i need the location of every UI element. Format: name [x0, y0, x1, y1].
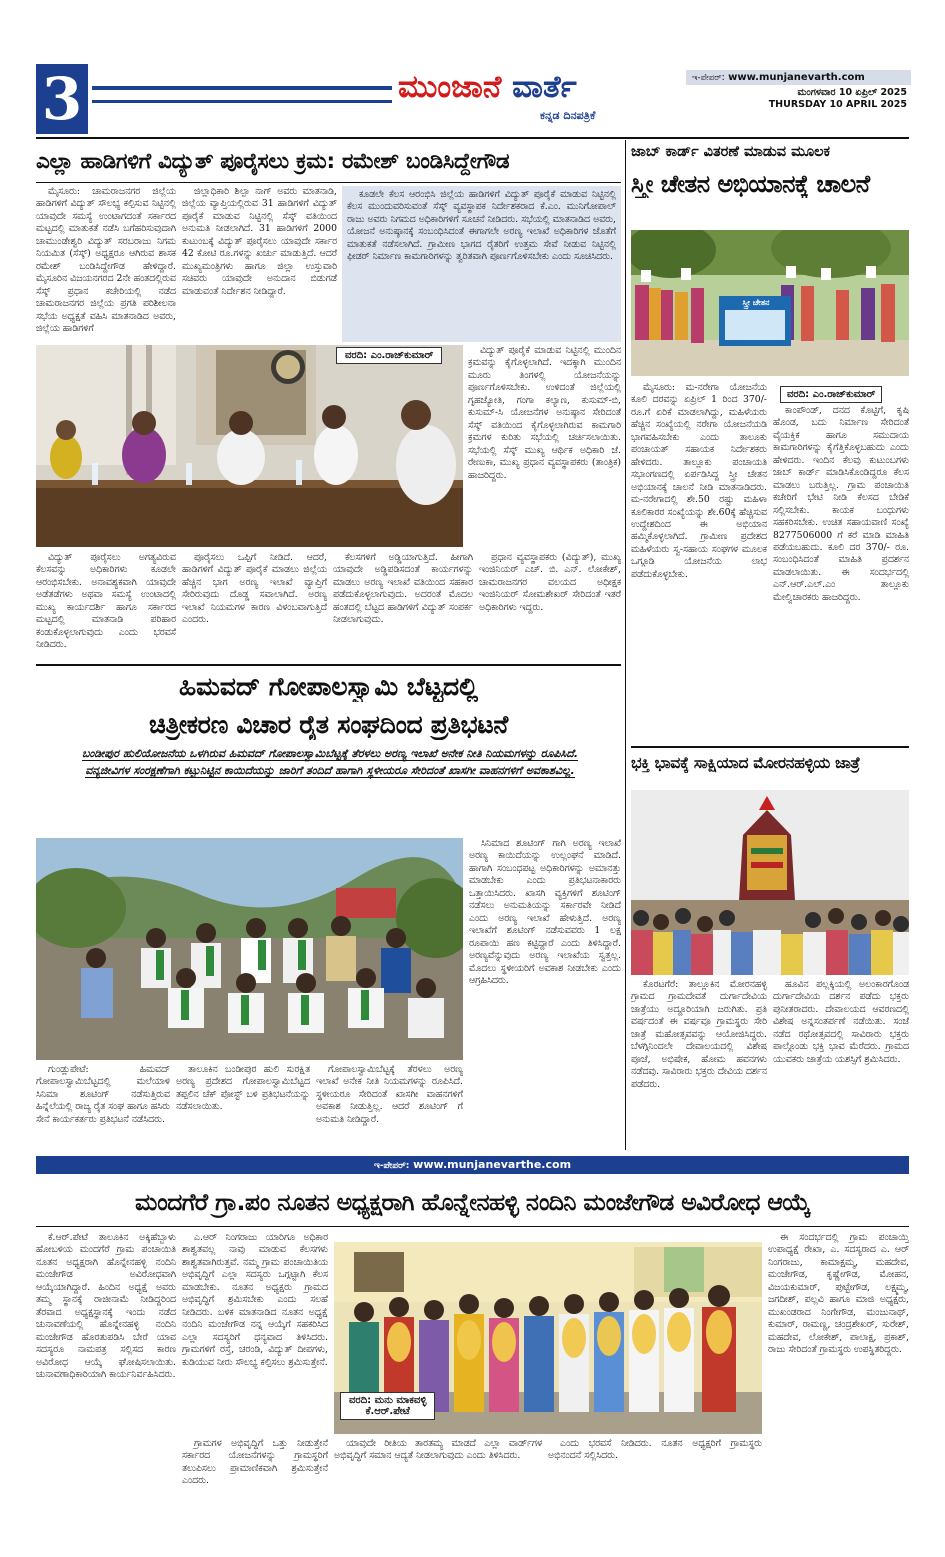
article5-col3: [768, 1232, 909, 1490]
article3-bottom3-text: ಗೋಪಾಲಸ್ವಾಮಿಬೆಟ್ಟಕ್ಕೆ ತೆರಳಲು ಅರಣ್ಯ ಇಲಾಖೆ ಅನೇಕ ನೀತಿ ನಿಯಮಗಳನ್ನು ರೂಪಿಸಿದೆ. ಸ್ಥಳೀಯರೂ ಸೇರಿದಂತೆ ಖಾಸಗೀ ವಾಹನಗಳಿಗೆ ಅವಕಾಶ ನೀಡುತ್ತಿಲ್ಲ. ಆದರೆ ಶೂಟಿಂಗ್ ಗೆ ಅನುಮತಿ ನೀಡಿದ್ದಾರೆ.: [316, 1064, 463, 1125]
article2-col1-text: ಮೈಸೂರು: ಮ-ನರೇಗಾ ಯೋಜನೆಯ ಕೂಲಿ ದರವನ್ನು ಏಪ್ರಿಲ್ 1 ರಿಂದ 370/- ರೂ.ಗೆ ಏರಿಕೆ ಮಾಡಲಾಗಿದ್ದು, ಮಹಿಳೆಯರು ಹೆಚ್ಚಿನ ಸಂಖ್ಯೆಯಲ್ಲಿ ನರೇಗಾ ಯೋಜನೆಯಡಿ ಭಾಗವಹಿಸಬೇಕು ಎಂದು ತಾಲೂಕು ಪಂಚಾಯತ್ ಸಹಾಯಕ ನಿರ್ದೇಶಕರು ಹೇಳಿದರು. ತಾಲ್ಲೂಕು ಪಂಚಾಯತಿ ಸಭಾಂಗಣದಲ್ಲಿ ಏರ್ಪಡಿಸಿದ್ದ ಸ್ತ್ರೀ ಚೇತನ ಅಭಿಯಾನಕ್ಕೆ ಚಾಲನೆ ನೀಡಿ ಮಾತನಾಡಿದರು. ಮ-ನರೇಗಾದಲ್ಲಿ ಶೇ.50 ರಷ್ಟು ಮಹಿಳಾ ಕೂಲಿಕಾರರ ಸಂಖ್ಯೆಯನ್ನು ಶೇ.60ಕ್ಕೆ ಹೆಚ್ಚಿಸುವ ಉದ್ದೇಶದಿಂದ ಈ ಅಭಿಯಾನ ಹಮ್ಮಿಕೊಳ್ಳಲಾಗಿದೆ. ಗ್ರಾಮೀಣ ಪ್ರದೇಶದ ಮಹಿಳೆಯರು ಸ್ವ-ಸಹಾಯ ಸಂಘಗಳ ಮೂಲಕ ಒಗ್ಗೂಡಿ ಯೋಜನೆಯ ಲಾಭ ಪಡೆದುಕೊಳ್ಳಬೇಕು.: [631, 382, 767, 580]
article2-kicker: ಜಾಬ್ ಕಾರ್ಡ್ ವಿತರಣೆ ಮಾಡುವ ಮೂಲಕ: [631, 144, 831, 160]
masthead-info: ಇ-ಪೇಪರ್: www.munjanevarth.com ಮಂಗಳವಾರ 10 ಏಪ್ರಿಲ್ 2025 THURSDAY 10 APRIL 2025: [686, 70, 911, 118]
date-kannada: ಮಂಗಳವಾರ 10 ಏಪ್ರಿಲ್ 2025: [797, 87, 907, 98]
article4-col1-text: ಕೊರಟಗೆರೆ: ತಾಲ್ಲೂಕಿನ ಮೋರನಹಳ್ಳಿ ಗ್ರಾಮದ ಗ್ರಾಮದೇವತೆ ದುರ್ಗಾದೇವಿಯ ಜಾತ್ರೆಯು ಅದ್ದೂರಿಯಾಗಿ ಜರುಗಿತು. ಪ್ರತಿ ವರ್ಷದಂತೆ ಈ ವರ್ಷವೂ ಗ್ರಾಮಸ್ಥರು ಸೇರಿ ಜಾತ್ರೆ ಮಹೋತ್ಸವವನ್ನು ಆಯೋಜಿಸಿದ್ದರು. ಬೆಳಗ್ಗಿನಿಂದಲೇ ದೇವಾಲಯದಲ್ಲಿ ವಿಶೇಷ ಪೂಜೆ, ಅಭಿಷೇಕ, ಹೋಮ ಹವನಗಳು ನಡೆದವು. ಸಾವಿರಾರು ಭಕ್ತರು ದೇವಿಯ ದರ್ಶನ ಪಡೆದರು.: [631, 979, 767, 1090]
website-link[interactable]: www.munjanevarth.com: [728, 72, 865, 83]
article2-photo-credit: ವರದಿ: ಎಂ.ರಾಜ್‌ಕುಮಾರ್: [780, 386, 882, 403]
masthead-rule-mid: [92, 100, 392, 103]
article5-photo: [334, 1242, 762, 1434]
article5-photo-credit-line2: ಕೆ.ಆರ್.ಪೇಟೆ: [365, 1406, 410, 1417]
article4-col1: [631, 979, 767, 1149]
article4-col2: [773, 979, 909, 1149]
masthead-tagline: ಕನ್ನಡ ದಿನಪತ್ರಿಕೆ: [540, 109, 596, 122]
meeting-photo-illustration: [36, 345, 463, 547]
article4-headline: ಭಕ್ತಿ ಭಾವಕ್ಕೆ ಸಾಕ್ಷಿಯಾದ ಮೋರನಹಳ್ಳಿಯ ಜಾತ್ರೆ: [631, 754, 860, 772]
festival-photo-illustration: [631, 790, 909, 975]
article3-headline-line2: ಚಿತ್ರೀಕರಣ ವಿಚಾರ ರೈತ ಸಂಘದಿಂದ ಪ್ರತಿಭಟನೆ: [149, 710, 508, 739]
article2-banner-text: ಸ್ತ್ರೀ ಚೇತನ: [742, 298, 770, 307]
epaper-strip-url[interactable]: www.munjanevarthe.com: [413, 1158, 572, 1171]
article1-bottom3: [333, 552, 473, 660]
article5-headline: ಮಂದಗೆರೆ ಗ್ರಾ.ಪಂ ನೂತನ ಅಧ್ಯಕ್ಷರಾಗಿ ಹೊನ್ನೇನಹಳ್ಳಿ ನಂದಿನಿ ಮಂಜೇಗೌಡ ಅವಿರೋಧ ಆಯ್ಕೆ: [134, 1188, 811, 1216]
article5-photo-credit-line1: ವರದಿ: ಮನು ಮಾಕವಳ್ಳಿ: [349, 1395, 427, 1406]
article5-col3-text: ಈ ಸಂದರ್ಭದಲ್ಲಿ ಗ್ರಾಮ ಪಂಚಾಯ್ತಿ ಉಪಾಧ್ಯಕ್ಷೆ ರೇಖಾ, ಎ. ಸದಸ್ಯರಾದ ಎ. ಆರ್ ನಿಂಗರಾಜು, ಕಾಮಾಕ್ಷಮ್ಮ, ಮಹದೇವ, ಮಂಜೇಗೌಡ, ಕೃಷ್ಣೇಗೌಡ, ಮೋಹನ, ವಿಜಯಕುಮಾರ್, ಪುಟ್ಟೇಗೌಡ, ಲಕ್ಷ್ಮಮ್ಮ, ಜಗದೀಶ್, ಪಲ್ಲವಿ ಹಾಗೂ ಮಾಜಿ ಅಧ್ಯಕ್ಷರು, ಮುಖಂಡರಾದ ನಿಂಗೇಗೌಡ, ಮಂಜುನಾಥ್, ಕುಮಾರ್, ರಾಮಣ್ಣ, ಚಂದ್ರಶೇಖರ್, ಸುರೇಶ್, ಮಹದೇವ, ಲೋಕೇಶ್, ಪಾಲಾಕ್ಷ, ಪ್ರಕಾಶ್, ರಾಜು ಸೇರಿದಂತೆ ಗ್ರಾಮಸ್ಥರು ಉಪಸ್ಥಿತರಿದ್ದರು.: [768, 1232, 909, 1356]
masthead-bottom-rule: [36, 137, 909, 139]
article5-headline-rule: [36, 1226, 909, 1227]
article3-photo: [36, 838, 463, 1060]
epaper-strip-label: ಇ-ಪೇಪರ್:: [373, 1161, 410, 1171]
article2-bottom-rule: [631, 746, 909, 748]
article3-bottom2: [176, 1064, 310, 1150]
article1-bottom2-text: ಪೂರೈಸಲು ಒಪ್ಪಿಗೆ ನೀಡಿದೆ. ಆದರೆ, ಹಾಡಿಗಳಿಗೆ ವಿದ್ಯುತ್ ಪೂರೈಕೆ ಮಾಡಲು ಜಿಲ್ಲೆಯ ಹೆಚ್ಚಿನ ಭಾಗ ಅರಣ್ಯ ಇಲಾಖೆ ವ್ಯಾಪ್ತಿಗೆ ಸೇರಿರುವುದು ದೊಡ್ಡ ಸವಾಲಾಗಿದೆ. ಅರಣ್ಯ ಇಲಾಖೆ ನಿಯಮಗಳ ಕಾರಣ ವಿಳಂಬವಾಗುತ್ತಿದೆ ಎಂದರು.: [182, 552, 327, 626]
article4-photo: [631, 790, 909, 975]
article1-bottom1-text: ವಿದ್ಯುತ್ ಪೂರೈಸಲು ಅಗತ್ಯವಿರುವ ಕೆಲಸವನ್ನು ಅಧಿಕಾರಿಗಳು ಕೂಡಲೇ ಆರಂಭಿಸಬೇಕು. ಅನಾವಶ್ಯಕವಾಗಿ ಯಾವುದೇ ಅಡೆತಡೆಗಳು ಅಥವಾ ಸಮಸ್ಯೆ ಉಂಟಾದಲ್ಲಿ ಮುಖ್ಯ ಕಾರ್ಯದರ್ಶಿ ಹಾಗೂ ಸರ್ಕಾರದ ಮಟ್ಟದಲ್ಲಿ ಮಾತನಾಡಿ ಪರಿಹಾರ ಕಂಡುಕೊಳ್ಳಲಾಗುವುದು ಎಂದು ಭರವಸೆ ನೀಡಿದರು.: [36, 552, 176, 651]
article1-col1-text: ಮೈಸೂರು: ಚಾಮರಾಜನಗರ ಜಿಲ್ಲೆಯ ಹಾಡಿಗಳಿಗೆ ವಿದ್ಯುತ್ ಸೌಲಭ್ಯ ಕಲ್ಪಿಸುವ ನಿಟ್ಟಿನಲ್ಲಿ ಯಾವುದೇ ಸಮಸ್ಯೆ ಉಂಟಾಗದಂತೆ ಸರ್ಕಾರದ ಮಟ್ಟದಲ್ಲಿ ಮಾತುಕತೆ ನಡೆಸಿ ಬಗೆಹರಿಸುವುದಾಗಿ ಚಾಮುಂಡೇಶ್ವರಿ ವಿದ್ಯುತ್ ಸರಬರಾಜು ನಿಗಮ ನಿಯಮಿತ (ಸೆಸ್ಕ್) ಅಧ್ಯಕ್ಷರೂ ಆಗಿರುವ ಶಾಸಕ ರಮೇಶ್ ಬಂಡಿಸಿದ್ದೇಗೌಡ ಹೇಳಿದ್ದಾರೆ. ಮೈಸೂರಿನ ವಿಜಯನಗರದ 2ನೇ ಹಂತದಲ್ಲಿರುವ ಸೆಸ್ಕ್ ಪ್ರಧಾನ ಕಚೇರಿಯಲ್ಲಿ ನಡೆದ ಚಾಮರಾಜನಗರ ಜಿಲ್ಲೆಯ ಪ್ರಗತಿ ಪರಿಶೀಲನಾ ಸಭೆಯ ಅಧ್ಯಕ್ಷತೆ ವಹಿಸಿ ಮಾತನಾಡಿದ ಅವರು, ಜಿಲ್ಲೆಯ ಹಾಡಿಗಳಿಗೆ: [36, 186, 176, 334]
article5-photo-credit: [340, 1392, 435, 1420]
vertical-divider: [625, 140, 626, 1150]
article5-col1: [36, 1232, 176, 1490]
article2-photo: [631, 230, 909, 376]
article2-headline: ಸ್ತ್ರೀ ಚೇತನ ಅಭಿಯಾನಕ್ಕೆ ಚಾಲನೆ: [631, 170, 870, 198]
article1-headline: ಎಲ್ಲಾ ಹಾಡಿಗಳಿಗೆ ವಿದ್ಯುತ್ ಪೂರೈಸಲು ಕ್ರಮ: ರಮೇಶ್ ಬಂಡಿಸಿದ್ದೇಗೌಡ: [36, 149, 510, 174]
epaper-label: ಇ-ಪೇಪರ್: [692, 73, 722, 83]
article5-col2-text: ಎ.ಆರ್ ನಿಂಗರಾಜು ಯಾರಿಗೂ ಅಧಿಕಾರ ಶಾಶ್ವತವಲ್ಲ ನಾವು ಮಾಡುವ ಕೆಲಸಗಳು ಶಾಶ್ವತವಾಗಿರುತ್ತವೆ. ನಮ್ಮ ಗ್ರಾಮ ಪಂಚಾಯಿತಿಯ ಅಭಿವೃದ್ಧಿಗೆ ಎಲ್ಲಾ ಸದಸ್ಯರು ಒಗ್ಗಟ್ಟಾಗಿ ಕೆಲಸ ಮಾಡಬೇಕು. ನೂತನ ಅಧ್ಯಕ್ಷರು ಗ್ರಾಮದ ಅಭಿವೃದ್ಧಿಗೆ ಶ್ರಮಿಸಬೇಕು ಎಂದು ಸಲಹೆ ನೀಡಿದರು. ಬಳಿಕ ಮಾತನಾಡಿದ ನೂತನ ಅಧ್ಯಕ್ಷೆ ನಂದಿನಿ ಮಂಜೇಗೌಡ ನನ್ನ ಆಯ್ಕೆಗೆ ಸಹಕರಿಸಿದ ಎಲ್ಲಾ ಸದಸ್ಯರಿಗೆ ಧನ್ಯವಾದ ತಿಳಿಸಿದರು. ಗ್ರಾಮಗಳಿಗೆ ರಸ್ತೆ, ಚರಂಡಿ, ವಿದ್ಯುತ್ ದೀಪಗಳು, ಕುಡಿಯುವ ನೀರು ಸೌಲಭ್ಯ ಕಲ್ಪಿಸಲು ಶ್ರಮಿಸುತ್ತೇನೆ.: [182, 1232, 328, 1368]
article1-headline-rule: [36, 182, 621, 183]
article5-col2: [182, 1232, 328, 1432]
article1-bottom2: [182, 552, 327, 660]
article1-col2-text: ಜಿಲ್ಲಾಧಿಕಾರಿ ಶಿಲ್ಪಾ ನಾಗ್ ಅವರು ಮಾತನಾಡಿ, ಜಿಲ್ಲೆಯ ವ್ಯಾಪ್ತಿಯಲ್ಲಿರುವ 31 ಹಾಡಿಗಳಿಗೆ ವಿದ್ಯುತ್ ಪೂರೈಕೆ ಮಾಡುವ ನಿಟ್ಟಿನಲ್ಲಿ ಸೆಸ್ಕ್ ವತಿಯಿಂದ ಅನುಮತಿ ನೀಡಲಾಗಿದೆ. 31 ಹಾಡಿಗಳಿಗೆ 2000 ಕುಟುಂಬಕ್ಕೆ ವಿದ್ಯುತ್ ಪೂರೈಸಲು ಯಾವುದೇ ಸರ್ಕಾರ 42 ಕೋಟಿ ರೂ.ಗಳನ್ನು ಖರ್ಚು ಮಾಡುತ್ತಿದೆ. ಆದರೆ ಮುಖ್ಯಮಂತ್ರಿಗಳು ಹಾಗೂ ಜಿಲ್ಲಾ ಉಸ್ತುವಾರಿ ಸಚಿವರು ಯಾವುದೇ ಅನುದಾನ ಬಿಡುಗಡೆ ಮಾಡುವಂತೆ ನಿರ್ದೇಶನ ನೀಡಿದ್ದಾರೆ.: [182, 186, 337, 297]
article3-bottom1-text: ಗುಂಡ್ಲುಪೇಟೆ: ಹಿಮವದ್ ಗೋಪಾಲಸ್ವಾಮಿಬೆಟ್ಟದಲ್ಲಿ ಮಲೆಯಾಳಿ ಸಿನಿಮಾ ಶೂಟಿಂಗ್ ನಡೆಸುತ್ತಿರುವ ಹಿನ್ನೆಲೆಯಲ್ಲಿ ರಾಜ್ಯ ರೈತ ಸಂಘ ಹಾಗೂ ಹಸಿರು ಸೇನೆ ಕಾರ್ಯಕರ್ತರು ಪ್ರತಿಭಟನೆ ನಡೆಸಿದರು.: [36, 1064, 170, 1125]
masthead-title: [398, 64, 673, 110]
article2-col2-text: ಕಾಂಪೌಂಡ್, ದನದ ಕೊಟ್ಟಿಗೆ, ಕೃಷಿ ಹೊಂಡ, ಬದು ನಿರ್ಮಾಣ ಸೇರಿದಂತೆ ವೈಯಕ್ತಿಕ ಹಾಗೂ ಸಮುದಾಯ ಕಾಮಗಾರಿಗಳನ್ನು ಕೈಗೆತ್ತಿಕೊಳ್ಳಬಹುದು ಎಂದು ಹೇಳಿದರು. ಇಂದಿನ ಕೆಲವು ಕುಟುಂಬಗಳು ಜಾಬ್ ಕಾರ್ಡ್ ಮಾಡಿಸಿಕೊಂಡಿದ್ದರೂ ಕೆಲಸ ಮಾಡಲು ಬರುತ್ತಿಲ್ಲ. ಗ್ರಾಮ ಪಂಚಾಯಿತಿ ಕಚೇರಿಗೆ ಭೇಟಿ ನೀಡಿ ಕೆಲಸದ ಬೇಡಿಕೆ ಸಲ್ಲಿಸಬೇಕು. ಕಾಯಕ ಬಂಧುಗಳು ಸಹಕರಿಸಬೇಕು. ಉಚಿತ ಸಹಾಯವಾಣಿ ಸಂಖ್ಯೆ 8277506000 ಗೆ ಕರೆ ಮಾಡಿ ಮಾಹಿತಿ ಪಡೆಯಬಹುದು. ಕೂಲಿ ದರ 370/- ರೂ. ಸಂಬಂಧಿಸಿದಂತೆ ಮಾಹಿತಿ ಪ್ರದರ್ಶನ ಮಾಡಲಾಯಿತು. ಈ ಸಂದರ್ಭದಲ್ಲಿ ಎನ್.ಆರ್.ಎಲ್.ಎಂ ತಾಲ್ಲೂಕು ಮೇಲ್ವಿಚಾರಕರು ಹಾಜರಿದ್ದರು.: [773, 405, 909, 603]
article1-bottom4-text: ಪ್ರಧಾನ ವ್ಯವಸ್ಥಾಪಕರು (ವಿದ್ಯುತ್), ಮುಖ್ಯ ಇಂಜಿನಿಯರ್ ಎಚ್. ಬಿ. ಎನ್. ಲೋಕೇಶ್, ಚಾಮರಾಜನಗರ ವಲಯದ ಅಧೀಕ್ಷಕ ಇಂಜಿನಿಯರ್ ಸೋಮಶೇಖರ್ ಸೇರಿದಂತೆ ಇತರೆ ಅಧಿಕಾರಿಗಳು ಇದ್ದರು.: [479, 552, 621, 613]
article5-bottom2-text: ಯಾವುದೇ ರೀತಿಯ ತಾರತಮ್ಯ ಮಾಡದೆ ಎಲ್ಲಾ ವಾರ್ಡ್‌ಗಳ ಅಭಿವೃದ್ಧಿಗೆ ಸಮಾನ ಆದ್ಯತೆ ನೀಡಲಾಗುವುದು ಎಂದು ತಿಳಿಸಿದರು.: [334, 1438, 542, 1462]
article3-right-col: [469, 838, 621, 1150]
masthead-rule-top: [92, 86, 392, 90]
article1-col1: [36, 186, 176, 341]
article1-photo: [36, 345, 463, 547]
article1-col2: [182, 186, 337, 341]
article2-col1: [631, 382, 767, 742]
article3-deck: [60, 746, 600, 820]
article5-bottom3: [548, 1438, 762, 1490]
article1-bottom1: [36, 552, 176, 660]
article4-col2-text: ಹೂವಿನ ಪಲ್ಲಕ್ಕಿಯಲ್ಲಿ ಅಲಂಕಾರಗೊಂಡ ದುರ್ಗಾದೇವಿಯ ದರ್ಶನ ಪಡೆದು ಭಕ್ತರು ಪುನೀತರಾದರು. ದೇವಾಲಯದ ಆವರಣದಲ್ಲಿ ವಿಶೇಷ ಅನ್ನಸಂತರ್ಪಣೆ ನಡೆಯಿತು. ಸಂಜೆ ನಡೆದ ರಥೋತ್ಸವದಲ್ಲಿ ಸಾವಿರಾರು ಭಕ್ತರು ಪಾಲ್ಗೊಂಡು ಭಕ್ತಿ ಭಾವ ಮೆರೆದರು. ಗ್ರಾಮದ ಯುವಕರು ಜಾತ್ರೆಯ ಯಶಸ್ಸಿಗೆ ಶ್ರಮಿಸಿದರು.: [773, 979, 909, 1065]
article1-bottom-rule: [36, 664, 621, 666]
article5-col1-text: ಕೆ.ಆರ್.ಪೇಟೆ ತಾಲೂಕಿನ ಅಕ್ಕಿಹೆಬ್ಬಾಳು ಹೋಬಳಿಯ ಮಂದಗೆರೆ ಗ್ರಾಮ ಪಂಚಾಯಿತಿ ನೂತನ ಅಧ್ಯಕ್ಷರಾಗಿ ಹೊನ್ನೇನಹಳ್ಳಿ ನಂದಿನಿ ಮಂಜೇಗೌಡ ಅವಿರೋಧವಾಗಿ ಆಯ್ಕೆಯಾಗಿದ್ದಾರೆ. ಹಿಂದಿನ ಅಧ್ಯಕ್ಷೆ ಅವರು ತಮ್ಮ ಸ್ಥಾನಕ್ಕೆ ರಾಜೀನಾಮೆ ನೀಡಿದ್ದರಿಂದ ತೆರವಾದ ಅಧ್ಯಕ್ಷಸ್ಥಾನಕ್ಕೆ ಇಂದು ನಡೆದ ಚುನಾವಣೆಯಲ್ಲಿ ಹೊನ್ನೇನಹಳ್ಳಿ ನಂದಿನಿ ಮಂಜೇಗೌಡ ಹೊರತುಪಡಿಸಿ ಬೇರೆ ಯಾವ ಸದಸ್ಯರೂ ನಾಮಪತ್ರ ಸಲ್ಲಿಸದ ಕಾರಣ ಅವಿರೋಧ ಆಯ್ಕೆ ಘೋಷಿಸಲಾಯಿತು. ಚುನಾವಣಾಧಿಕಾರಿಯಾಗಿ ಕಾರ್ಯನಿರ್ವಹಿಸಿದರು.: [36, 1232, 176, 1380]
article2-col2: [773, 405, 909, 742]
article1-bottom3-text: ಕೆಲಸಗಳಿಗೆ ಅಡ್ಡಿಯಾಗುತ್ತಿದೆ. ಹೀಗಾಗಿ ಯಾವುದೇ ಅಡ್ಡಿಪಡಿಸದಂತೆ ಕಾರ್ಯಗಳನ್ನು ಮಾಡಲು ಅರಣ್ಯ ಇಲಾಖೆ ವತಿಯಿಂದ ಸಹಕಾರ ಪಡೆದುಕೊಳ್ಳಲಾಗುವುದು. ಅದರಂತೆ ಮೊದಲ ಹಂತದಲ್ಲಿ ಬೆಟ್ಟದ ಹಾಡಿಗಳಿಗೆ ವಿದ್ಯುತ್ ಸಂಪರ್ಕ ನೀಡಲಾಗುವುದು.: [333, 552, 473, 626]
article5-bottom3-text: ಎಂದು ಭರವಸೆ ನೀಡಿದರು. ನೂತನ ಅಧ್ಯಕ್ಷರಿಗೆ ಗ್ರಾಮಸ್ಥರು ಅಭಿನಂದನೆ ಸಲ್ಲಿಸಿದರು.: [548, 1438, 762, 1462]
article1-col4-text: ವಿದ್ಯುತ್ ಪೂರೈಕೆ ಮಾಡುವ ನಿಟ್ಟಿನಲ್ಲಿ ಮುಂದಿನ ಕ್ರಮವನ್ನು ಕೈಗೊಳ್ಳಲಾಗಿದೆ. ಇದಕ್ಕಾಗಿ ಮುಂದಿನ ಮೂರು ತಿಂಗಳಲ್ಲಿ ಯೋಜನೆಯನ್ನು ಪೂರ್ಣಗೊಳಿಸಬೇಕು. ಉಳಿದಂತೆ ಜಿಲ್ಲೆಯಲ್ಲಿ ಗೃಹಜ್ಯೋತಿ, ಗಂಗಾ ಕಲ್ಯಾಣ, ಕುಸುಮ್-ಬಿ, ಕುಸುಮ್-ಸಿ ಯೋಜನೆಗಳ ಅನುಷ್ಠಾನ ಸೇರಿದಂತೆ ಸೆಸ್ಕ್ ವತಿಯಿಂದ ಕೈಗೊಳ್ಳಲಾಗಿರುವ ಕಾಮಗಾರಿ ಕ್ರಮಗಳ ಕುರಿತು ಸಭೆಯಲ್ಲಿ ಚರ್ಚಿಸಲಾಯಿತು. ಸಭೆಯಲ್ಲಿ ಸೆಸ್ಕ್ ಮುಖ್ಯ ಆರ್ಥಿಕ ಅಧಿಕಾರಿ ಜೆ. ರೇಣುಕಾ, ಮುಖ್ಯ ಪ್ರಧಾನ ವ್ಯವಸ್ಥಾಪಕರು (ತಾಂತ್ರಿಕ) ಹಾಜರಿದ್ದರು.: [468, 345, 621, 481]
article1-col3-text: ಕೂಡಲೇ ಕೆಲಸ ಆರಂಭಿಸಿ ಜಿಲ್ಲೆಯ ಹಾಡಿಗಳಿಗೆ ವಿದ್ಯುತ್ ಪೂರೈಕೆ ಮಾಡುವ ನಿಟ್ಟಿನಲ್ಲಿ ಕೆಲಸ ಮುಂದುವರಿಸುವಂತೆ ಸೆಸ್ಕ್ ವ್ಯವಸ್ಥಾಪಕ ನಿರ್ದೇಶಕರಾದ ಕೆ.ಎಂ. ಮುನಿಗೋಪಾಲ್ ರಾಜು ಅವರು ನಿಗಮದ ಅಧಿಕಾರಿಗಳಿಗೆ ಸೂಚನೆ ನೀಡಿದರು. ಸಭೆಯಲ್ಲಿ ಮಾತನಾಡಿದ ಅವರು, ಯೋಜನೆ ಅನುಷ್ಠಾನಕ್ಕೆ ಸಂಬಂಧಿಸಿದಂತೆ ಈಗಾಗಲೇ ಅರಣ್ಯ ಇಲಾಖೆ ಅಧಿಕಾರಿಗಳ ಜೊತೆಗೆ ಮಾತುಕತೆ ನಡೆಸಲಾಗಿದೆ. ಗ್ರಾಮೀಣ ಭಾಗದ ರೈತರಿಗೆ ಉತ್ತಮ ಸೇವೆ ನೀಡುವ ನಿಟ್ಟಿನಲ್ಲಿ ಫೀಡರ್ ನಿರ್ಮಾಣ ಕಾಮಗಾರಿಗಳನ್ನು ತ್ವರಿತವಾಗಿ ಪೂರ್ಣಗೊಳಿಸಬೇಕು ಎಂದು ಸೂಚಿಸಿದರು.: [347, 189, 616, 263]
article5-bottom1: [182, 1438, 328, 1490]
article3-bottom2-text: ತಾಲೂಕಿನ ಬಂಡೀಪುರ ಹುಲಿ ಸುರಕ್ಷಿತ ಅರಣ್ಯ ಪ್ರದೇಶದ ಗೋಪಾಲಸ್ವಾಮಿಬೆಟ್ಟದ ತಪ್ಪಲಿನ ಚೆಕ್ ಪೋಸ್ಟ್ ಬಳಿ ಪ್ರತಿಭಟನೆಯನ್ನು ನಡೆಸಲಾಯಿತು.: [176, 1064, 310, 1113]
masthead-title-part1: ಮುಂಜಾನೆ: [398, 69, 502, 105]
article5-bottom1-text: ಗ್ರಾಮಗಳ ಅಭಿವೃದ್ಧಿಗೆ ಒತ್ತು ನೀಡುತ್ತೇನೆ ಸರ್ಕಾರದ ಯೋಜನೆಗಳನ್ನು ಗ್ರಾಮಸ್ಥರಿಗೆ ತಲುಪಿಸಲು ಪ್ರಾಮಾಣಿಕವಾಗಿ ಶ್ರಮಿಸುತ್ತೇನೆ ಎಂದರು.: [182, 1438, 328, 1487]
article3-bottom1: [36, 1064, 170, 1150]
date-english: THURSDAY 10 APRIL 2025: [768, 99, 907, 110]
epaper-strip: [36, 1156, 909, 1174]
article1-col4: [468, 345, 621, 547]
protest-photo-illustration: [36, 838, 463, 1060]
masthead-title-part2: ವಾರ್ತೆ: [512, 69, 577, 105]
article1-quote-box: [342, 186, 621, 342]
article5-bottom2: [334, 1438, 542, 1490]
article3-right-col-text: ಸಿನಿಮಾದ ಶೂಟಿಂಗ್ ಗಾಗಿ ಅರಣ್ಯ ಇಲಾಖೆ ಅರಣ್ಯ ಕಾಯಿದೆಯನ್ನು ಉಲ್ಲಂಘನೆ ಮಾಡಿದೆ. ಹಾಗಾಗಿ ಸಂಬಂಧಪಟ್ಟ ಅಧಿಕಾರಿಗಳನ್ನು ಅಮಾನತ್ತು ಮಾಡಬೇಕು ಎಂದು ಪ್ರತಿಭಟನಾಕಾರರು ಒತ್ತಾಯಿಸಿದರು. ಖಾಸಗಿ ವ್ಯಕ್ತಿಗಳಿಗೆ ಶೂಟಿಂಗ್ ನಡೆಸಲು ಅನುಮತಿಯನ್ನು ಸರ್ಕಾರವೇ ನೀಡಿದೆ ಎಂದು ಅರಣ್ಯ ಇಲಾಖೆ ಹೇಳುತ್ತಿದೆ. ಅರಣ್ಯ ಇಲಾಖೆಗೆ ಶೂಟಿಂಗ್ ನಡೆಸುವವರು 1 ಲಕ್ಷ ರೂಪಾಯಿ ಹಣ ಕಟ್ಟಿದ್ದಾರೆ ಎಂದು ತಿಳಿಸಿದ್ದಾರೆ. ಅರಣ್ಯವೆನ್ನುವುದು ಅರಣ್ಯ ಇಲಾಖೆಯ ಸ್ವತ್ತಲ್ಲ. ಮೊದಲು ಸ್ಥಳೀಯರಿಗೆ ಅವಕಾಶ ನೀಡಬೇಕು ಎಂದು ಆಗ್ರಹಿಸಿದರು.: [469, 838, 621, 986]
article3-bottom3: [316, 1064, 463, 1150]
article3-headline-line1: ಹಿಮವದ್ ಗೋಪಾಲಸ್ವಾಮಿ ಬೆಟ್ಟದಲ್ಲಿ: [178, 672, 479, 701]
article3-deck-text: ಬಂಡೀಪುರ ಹುಲಿಯೋಜನೆಯ ಒಳಗಿರುವ ಹಿಮವದ್ ಗೋಪಾಲಸ್ವಾಮಿಬೆಟ್ಟಕ್ಕೆ ತೆರಳಲು ಅರಣ್ಯ ಇಲಾಖೆ ಅನೇಕ ನೀತಿ ನಿಯಮಗಳನ್ನು ರೂಪಿಸಿದೆ. ವನ್ಯಜೀವಿಗಳ ಸಂರಕ್ಷಣೆಗಾಗಿ ಕಟ್ಟುನಿಟ್ಟಿನ ಕಾಯಿದೆಯನ್ನು ಜಾರಿಗೆ ತಂದಿದೆ ಹಾಗಾಗಿ ಸ್ಥಳೀಯರೂ ಸೇರಿದಂತೆ ಖಾಸಗೀ ವಾಹನಗಳಿಗೆ ಅವಕಾಶವಿಲ್ಲ.: [81, 747, 579, 777]
page-number-box: [36, 64, 88, 134]
article1-photo-credit: ವರದಿ: ಎಂ.ರಾಜ್‌ಕುಮಾರ್: [336, 347, 442, 364]
page-number: 3: [41, 65, 83, 133]
article1-bottom4: [479, 552, 621, 660]
